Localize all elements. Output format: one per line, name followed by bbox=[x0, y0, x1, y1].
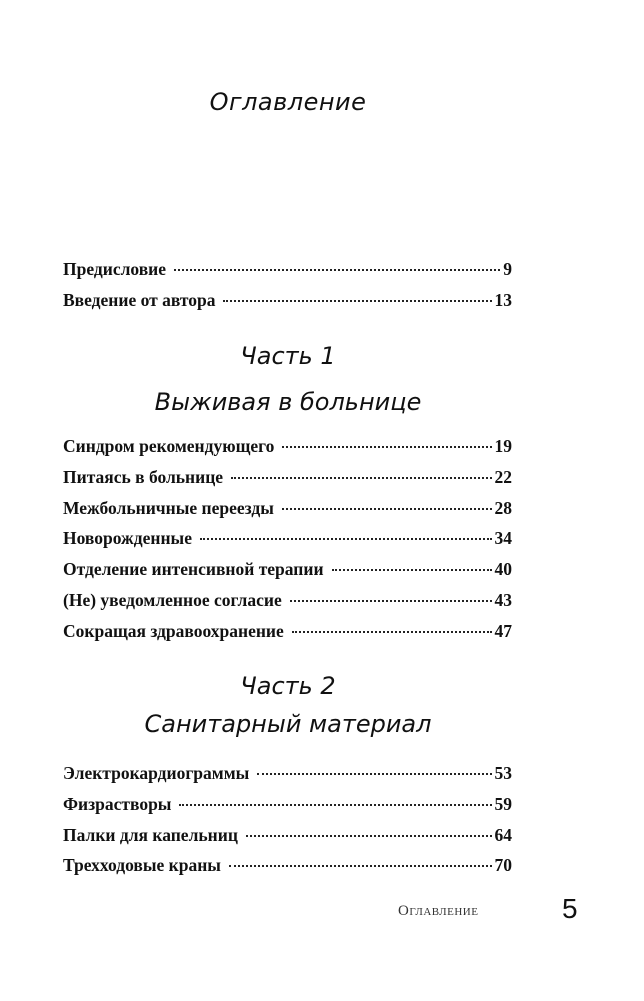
toc-entry[interactable] bbox=[63, 528, 512, 550]
part-1-subtitle: Выживая в больнице bbox=[154, 388, 422, 416]
dot-leader bbox=[229, 865, 492, 867]
running-head: Оглавление bbox=[398, 903, 479, 919]
toc-entry-page: 70 bbox=[494, 855, 512, 876]
toc-entry[interactable] bbox=[63, 498, 512, 520]
toc-entry[interactable] bbox=[63, 259, 512, 281]
dot-leader bbox=[246, 835, 492, 837]
toc-entry[interactable] bbox=[63, 290, 512, 312]
dot-leader bbox=[223, 300, 491, 302]
dot-leader bbox=[231, 477, 491, 479]
toc-entry[interactable] bbox=[63, 559, 512, 581]
toc-entry-page: 43 bbox=[494, 590, 512, 610]
toc-entry-page: 47 bbox=[494, 620, 512, 641]
dot-leader bbox=[290, 600, 492, 602]
dot-leader bbox=[179, 804, 491, 806]
toc-entry-page: 59 bbox=[494, 793, 512, 814]
toc-entry[interactable] bbox=[63, 467, 512, 489]
toc-entry-title: Палки для капельниц bbox=[63, 824, 238, 845]
dot-leader bbox=[292, 631, 492, 633]
toc-entry[interactable] bbox=[63, 436, 512, 458]
part-1-label: Часть 1 bbox=[240, 342, 336, 370]
toc-entry[interactable] bbox=[63, 621, 512, 643]
toc-entry-title: Межбольничные переезды bbox=[63, 497, 274, 518]
part-2-subtitle: Санитарный материал bbox=[144, 710, 432, 738]
toc-entry-title: Введение от автора bbox=[63, 289, 216, 310]
toc-entry-page: 53 bbox=[494, 763, 512, 783]
dot-leader bbox=[282, 446, 491, 448]
dot-leader bbox=[200, 538, 492, 540]
toc-entry-page: 40 bbox=[494, 559, 512, 580]
toc-title: Оглавление bbox=[209, 88, 367, 116]
dot-leader bbox=[257, 773, 491, 775]
toc-entry-page: 9 bbox=[503, 259, 512, 279]
dot-leader bbox=[332, 569, 492, 571]
toc-entry-title: Сокращая здравоохранение bbox=[63, 620, 284, 641]
toc-entry-title: Трехходовые краны bbox=[63, 855, 221, 876]
toc-entry-title: Синдром рекомендующего bbox=[63, 436, 275, 456]
toc-entry[interactable] bbox=[63, 855, 512, 877]
toc-entry-title: Отделение интенсивной терапии bbox=[63, 559, 324, 580]
dot-leader bbox=[282, 508, 492, 510]
toc-entry-page: 13 bbox=[494, 289, 512, 310]
toc-entry[interactable] bbox=[63, 825, 512, 847]
toc-entry-page: 64 bbox=[494, 824, 512, 845]
toc-entry-title: Новорожденные bbox=[63, 528, 192, 549]
toc-entry-page: 22 bbox=[494, 466, 512, 487]
toc-entry-title: Предисловие bbox=[63, 259, 167, 279]
page-number: 5 bbox=[562, 893, 578, 924]
toc-entry-title: (Не) уведомленное согласие bbox=[63, 590, 282, 610]
toc-entry[interactable] bbox=[63, 590, 512, 612]
dot-leader bbox=[174, 269, 500, 271]
toc-entry[interactable] bbox=[63, 763, 512, 785]
toc-entry-page: 19 bbox=[494, 436, 512, 456]
toc-entry-page: 34 bbox=[494, 528, 512, 549]
part-2-label: Часть 2 bbox=[240, 672, 336, 700]
toc-entry[interactable] bbox=[63, 794, 512, 816]
toc-entry-page: 28 bbox=[494, 497, 512, 518]
toc-entry-title: Электрокардиограммы bbox=[63, 763, 250, 783]
toc-entry-title: Питаясь в больнице bbox=[63, 466, 224, 487]
toc-entry-title: Физрастворы bbox=[63, 793, 172, 814]
